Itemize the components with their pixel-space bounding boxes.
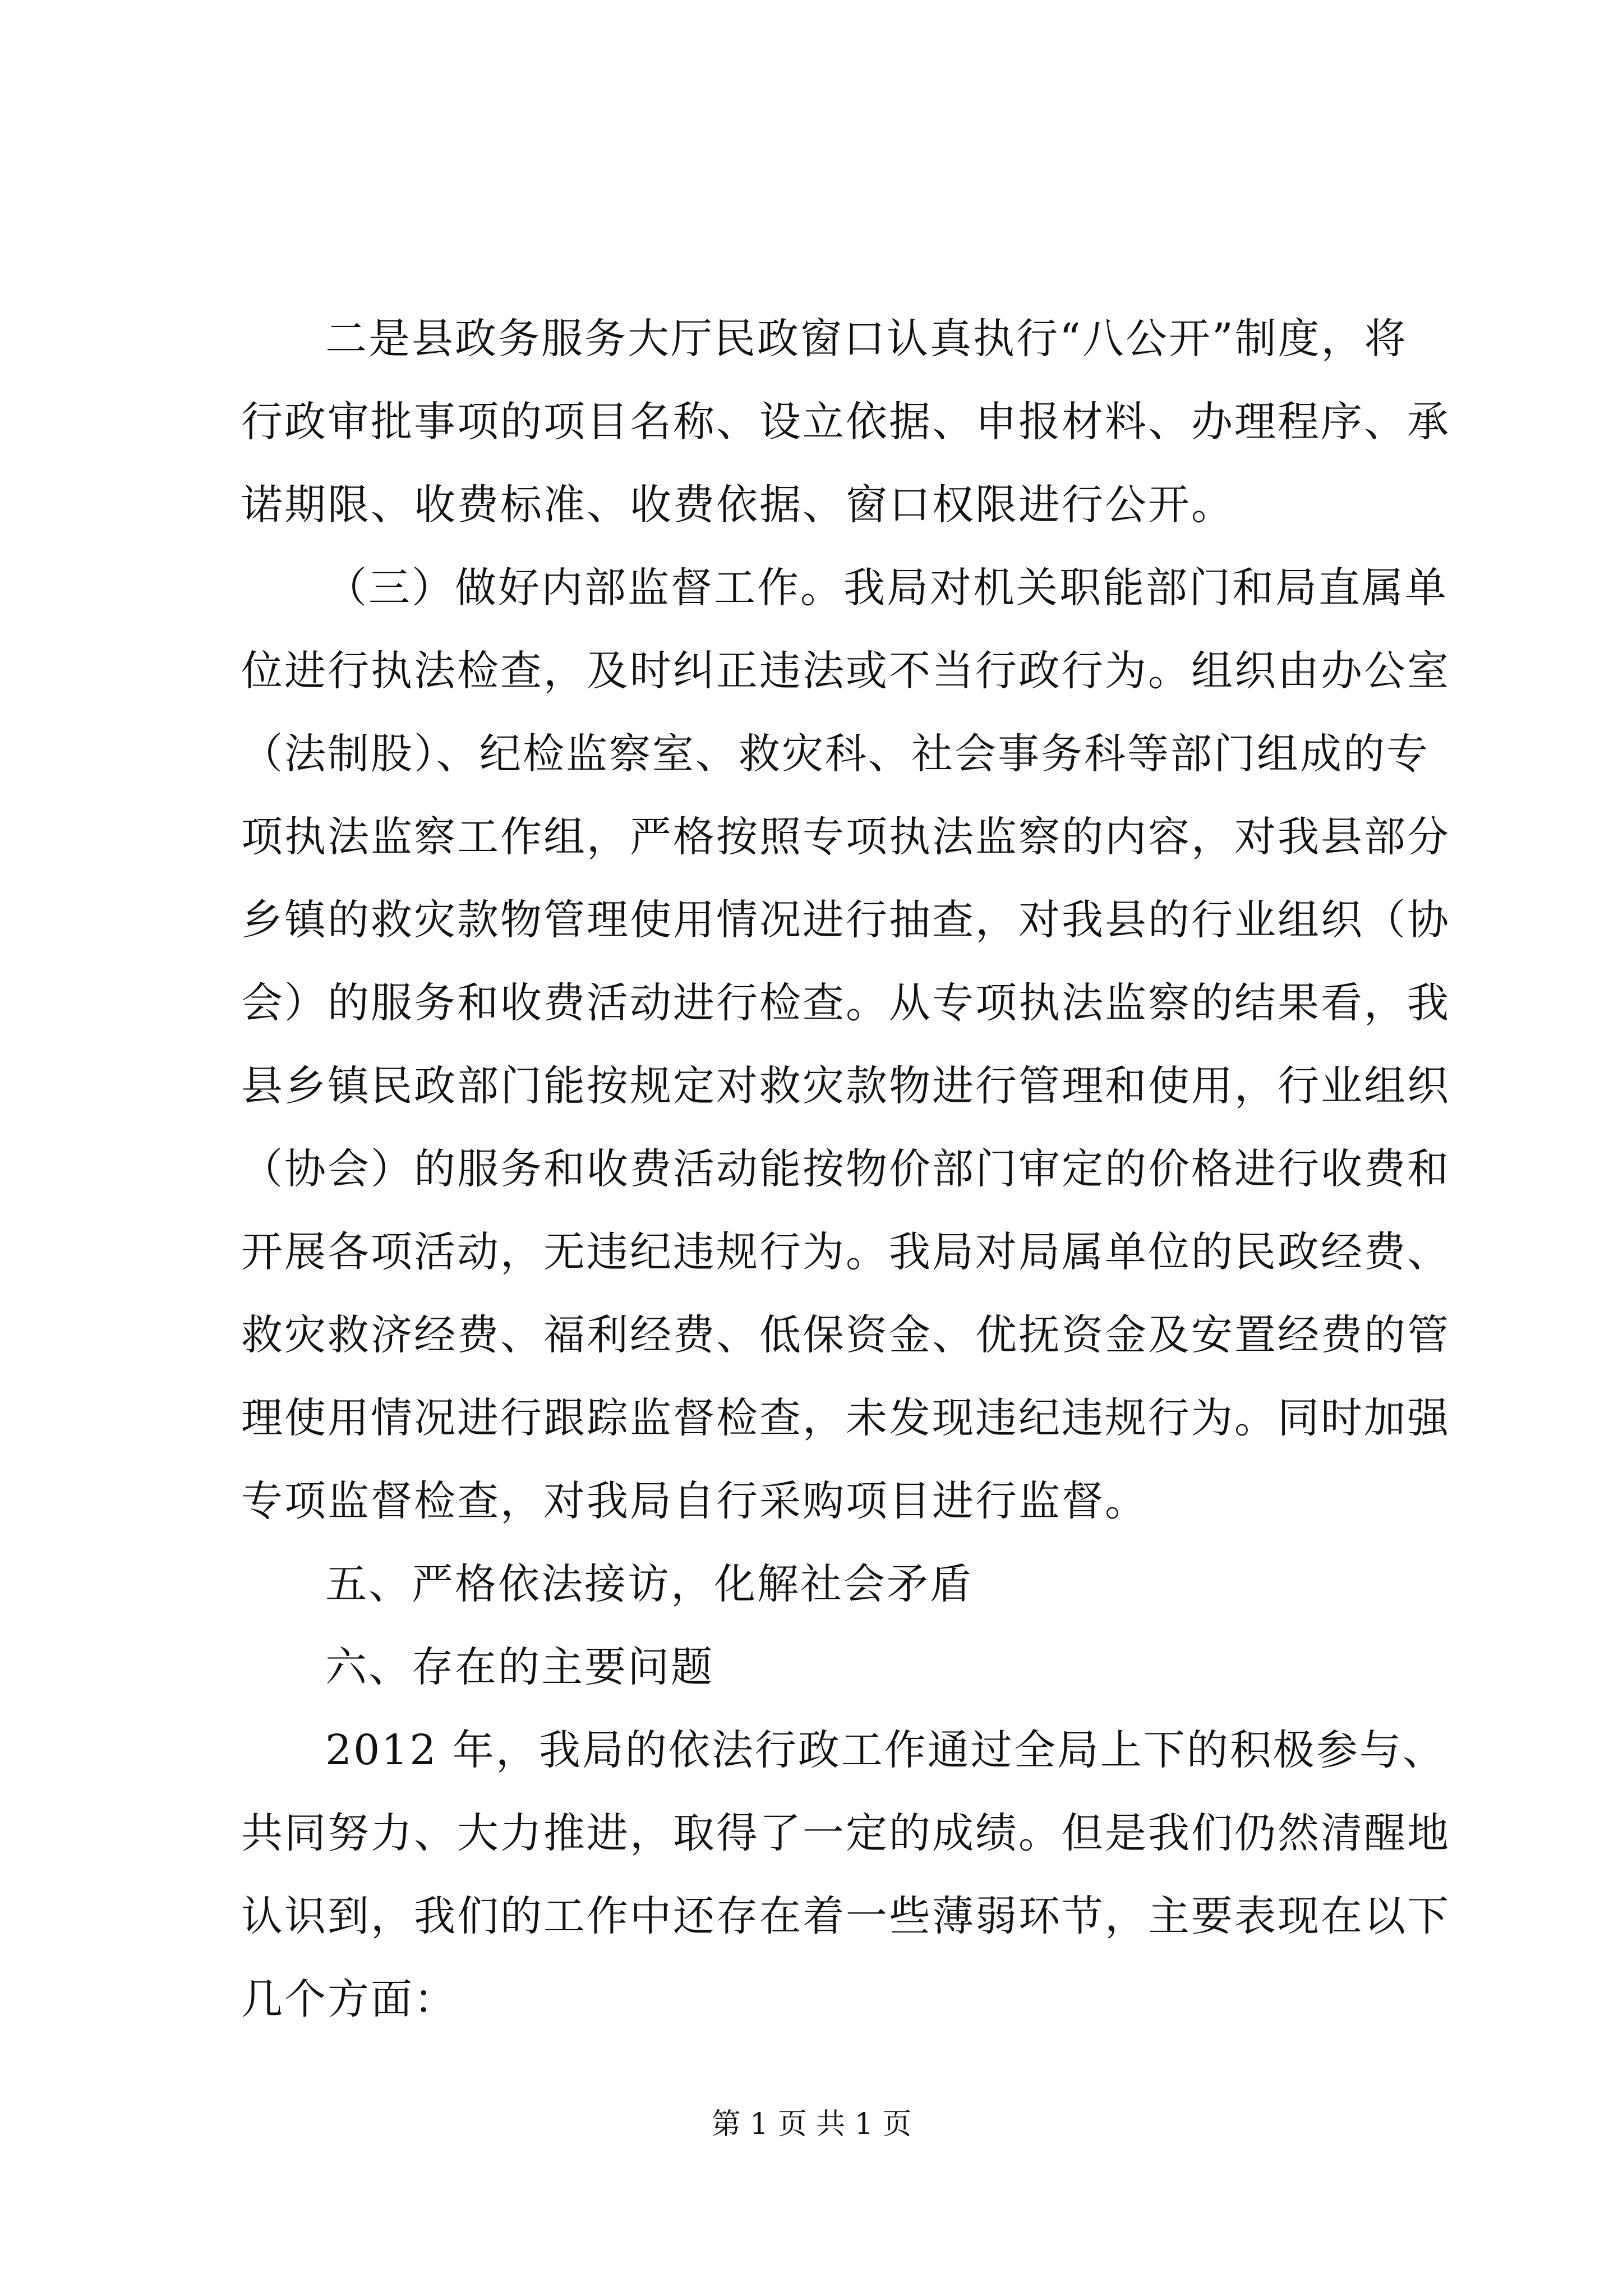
paragraph-line: 行政审批事项的项目名称、设立依据、申报材料、办理程序、承 bbox=[241, 398, 1450, 446]
page-number-footer: 第 1 页 共 1 页 bbox=[711, 2108, 912, 2141]
paragraph-line: （协会）的服务和收费活动能按物价部门审定的价格进行收费和 bbox=[241, 1145, 1450, 1193]
paragraph-line: 2012 年，我局的依法行政工作通过全局上下的积极参与、 bbox=[325, 1726, 1446, 1774]
paragraph-line: 诺期限、收费标准、收费依据、窗口权限进行公开。 bbox=[241, 481, 1234, 529]
paragraph-line: 几个方面： bbox=[241, 1975, 457, 2023]
paragraph-line: 项执法监察工作组，严格按照专项执法监察的内容，对我县部分 bbox=[241, 813, 1450, 861]
paragraph-line: 认识到，我们的工作中还存在着一些薄弱环节，主要表现在以下 bbox=[241, 1892, 1450, 1940]
paragraph-line: 理使用情况进行跟踪监督检查，未发现违纪违规行为。同时加强 bbox=[241, 1394, 1450, 1442]
paragraph-line: 开展各项活动，无违纪违规行为。我局对局属单位的民政经费、 bbox=[241, 1228, 1450, 1276]
paragraph-line: 会）的服务和收费活动进行检查。从专项执法监察的结果看，我 bbox=[241, 979, 1450, 1027]
section-heading: 五、严格依法接访，化解社会矛盾 bbox=[325, 1560, 973, 1608]
paragraph-line: （法制股）、纪检监察室、救灾科、社会事务科等部门组成的专 bbox=[241, 730, 1430, 778]
document-body bbox=[241, 297, 1450, 2041]
section-heading: 六、存在的主要问题 bbox=[325, 1643, 714, 1691]
paragraph-line: 二是县政务服务大厅民政窗口认真执行“八公开”制度，将 bbox=[325, 315, 1408, 363]
paragraph-line: 救灾救济经费、福利经费、低保资金、优抚资金及安置经费的管 bbox=[241, 1311, 1450, 1359]
paragraph-line: 县乡镇民政部门能按规定对救灾款物进行管理和使用，行业组织 bbox=[241, 1062, 1450, 1110]
paragraph-line: 乡镇的救灾款物管理使用情况进行抽查，对我县的行业组织（协 bbox=[241, 896, 1450, 944]
paragraph-line: （三）做好内部监督工作。我局对机关职能部门和局直属单 bbox=[325, 564, 1448, 612]
paragraph-line: 专项监督检查，对我局自行采购项目进行监督。 bbox=[241, 1477, 1148, 1525]
paragraph-line: 位进行执法检查，及时纠正违法或不当行政行为。组织由办公室 bbox=[241, 647, 1450, 695]
paragraph-line: 共同努力、大力推进，取得了一定的成绩。但是我们仍然清醒地 bbox=[241, 1809, 1450, 1857]
